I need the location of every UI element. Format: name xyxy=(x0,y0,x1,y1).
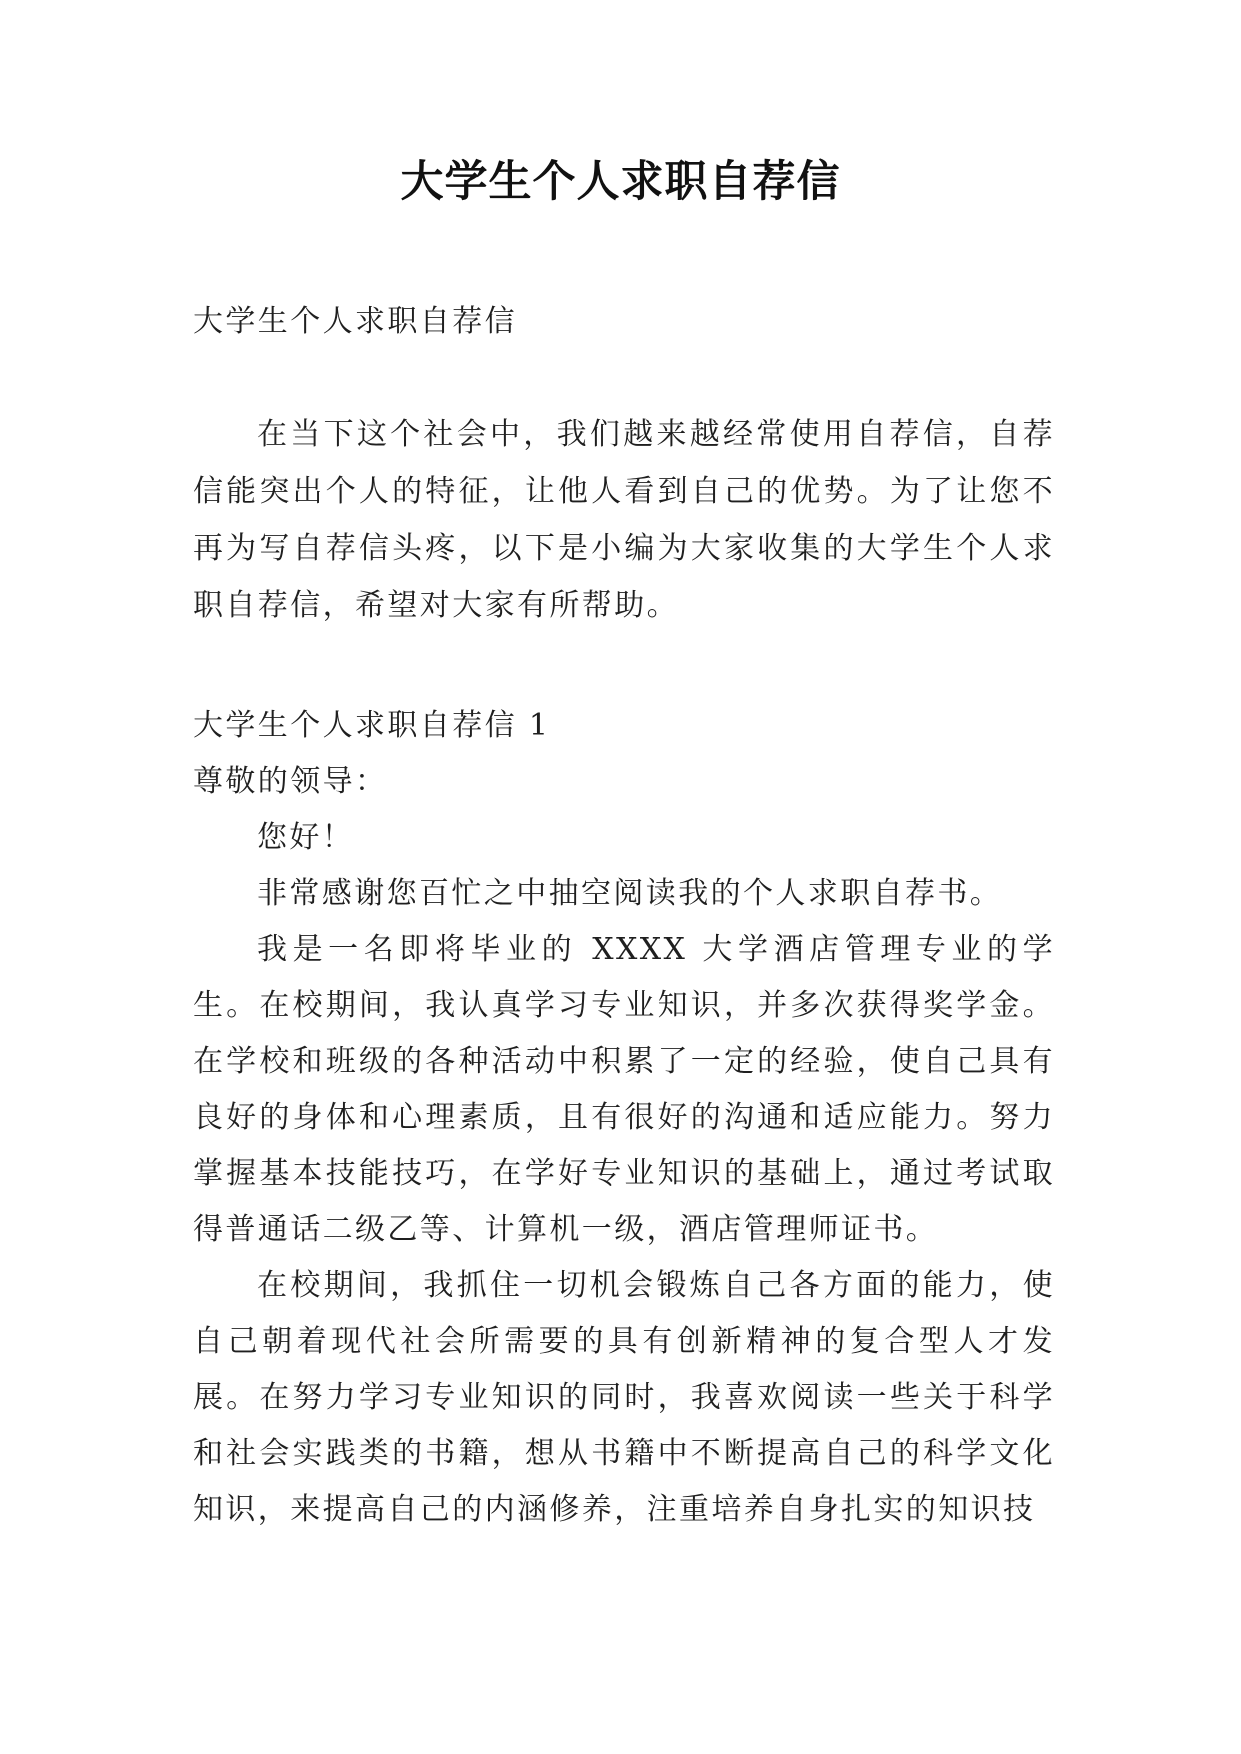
letter-paragraph: 我是一名即将毕业的 XXXX 大学酒店管理专业的学生。在校期间，我认真学习专业知识，并多次获得奖学金。在学校和班级的各种活动中积累了一定的经验，使自己具有良好的身体和心理素质，且有很好的沟通和适应能力。努力掌握基本技能技巧，在学好专业知识的基础上，通过考试取得普通话二级乙等、计算机一级，酒店管理师证书。 xyxy=(193,932,1055,1247)
letter-greeting: 您好！ xyxy=(257,820,355,855)
document-subtitle xyxy=(193,294,1055,350)
letter-heading: 大学生个人求职自荐信 1 xyxy=(193,708,551,743)
document-title: 大学生个人求职自荐信 xyxy=(400,157,841,207)
letter-section xyxy=(193,698,1055,1538)
letter-paragraph: 非常感谢您百忙之中抽空阅读我的个人求职自荐书。 xyxy=(257,876,1003,911)
intro-section xyxy=(193,406,1055,634)
letter-paragraph: 在校期间，我抓住一切机会锻炼自己各方面的能力，使自己朝着现代社会所需要的具有创新精神的复合型人才发展。在努力学习专业知识的同时，我喜欢阅读一些关于科学和社会实践类的书籍，想从书籍中不断提高自己的科学文化知识，来提高自己的内涵修养，注重培养自身扎实的知识技 xyxy=(193,1268,1055,1527)
letter-salutation: 尊敬的领导： xyxy=(193,764,388,799)
subtitle-text: 大学生个人求职自荐信 xyxy=(193,304,517,339)
intro-paragraph: 在当下这个社会中，我们越来越经常使用自荐信，自荐信能突出个人的特征，让他人看到自己的优势。为了让您不再为写自荐信头疼，以下是小编为大家收集的大学生个人求职自荐信，希望对大家有所帮助。 xyxy=(193,417,1055,623)
